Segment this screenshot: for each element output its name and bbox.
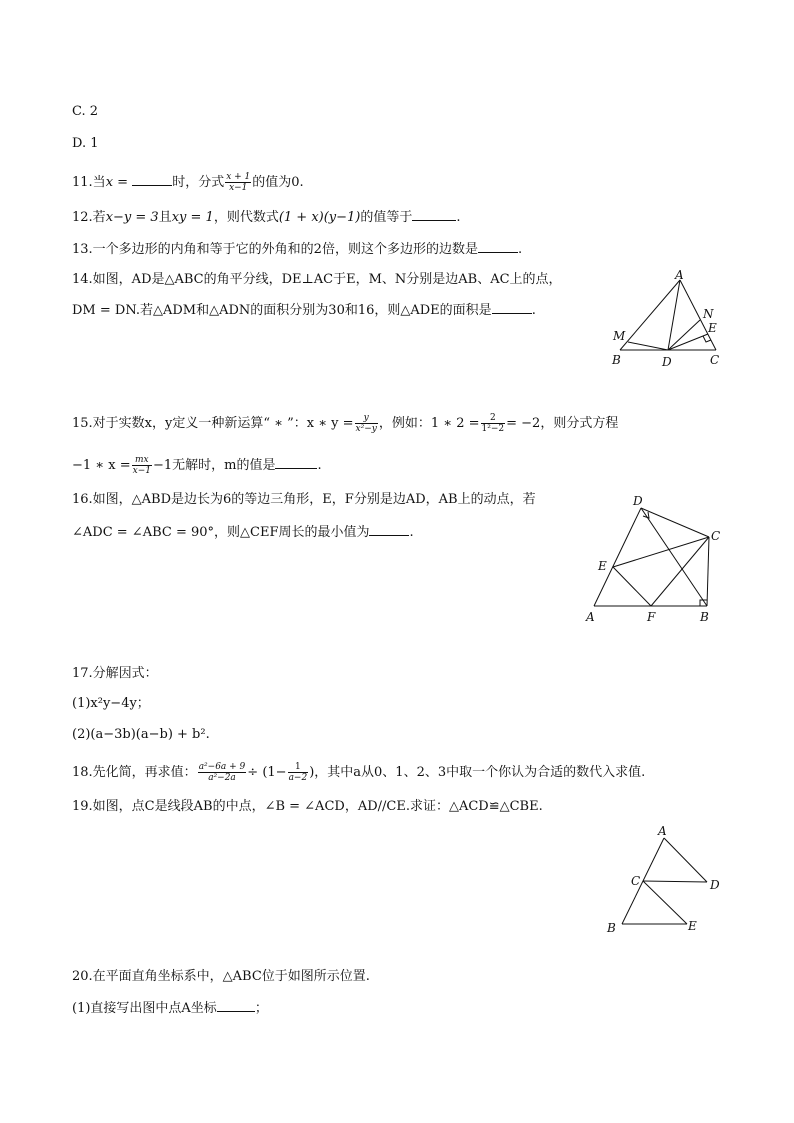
q18-numerator-1: a²−6a + 9	[198, 762, 246, 772]
q12-text-e: ，则代数式	[213, 210, 279, 225]
question-17-title: 17.分解因式：	[72, 666, 158, 681]
question-18	[72, 762, 645, 783]
option-d: D. 1	[72, 136, 99, 151]
q12-math-d: xy = 1	[171, 210, 214, 225]
q15-text-b: ，例如：1 ∗ 2 =	[378, 416, 480, 431]
q12-text-c: 且	[158, 210, 172, 225]
question-17-part-2: (2)(a−3b)(a−b) + b².	[72, 727, 210, 742]
question-14-line-1: 14.如图，AD是△ABC的角平分线，DE⊥AC于E，M、N分别是边AB、AC上的点，	[72, 272, 562, 287]
q19-label-d: D	[710, 878, 720, 892]
q11-text-a: 11.当	[72, 175, 106, 190]
q14-label-e: E	[708, 321, 717, 335]
q14-label-n: N	[703, 307, 714, 321]
q14-figure	[600, 268, 730, 373]
q16-edge-db	[641, 508, 707, 606]
q18-denominator-1: a²−2a	[208, 773, 236, 783]
question-15-line-1	[72, 413, 618, 434]
q16-text: ∠ADC = ∠ABC = 90°，则△CEF周长的最小值为	[72, 525, 370, 540]
q13-text: 13.一个多边形的内角和等于它的外角和的2倍，则这个多边形的边数是	[72, 242, 478, 257]
q16-end: .	[409, 525, 414, 540]
q16-label-b: B	[700, 610, 709, 624]
question-16-line-1: 16.如图，△ABD是边长为6的等边三角形，E，F分别是边AD，AB上的动点，若	[72, 492, 536, 507]
q14-edge-ab	[620, 280, 680, 350]
q11-numerator: x + 1	[226, 172, 251, 182]
q16-segment-ce	[613, 537, 709, 567]
q14-end: .	[531, 303, 536, 318]
question-12	[72, 208, 461, 227]
q19-segment-cd	[643, 881, 707, 882]
q19-label-e: E	[688, 919, 697, 933]
q16-label-d: D	[633, 494, 643, 508]
q15-fraction-3	[132, 455, 152, 476]
q14-label-a: A	[675, 268, 684, 282]
q14-label-d: D	[662, 355, 672, 369]
q15-denominator-3: x−1	[132, 466, 151, 476]
q15-text-c: = −2，则分式方程	[506, 416, 619, 431]
q19-label-b: B	[607, 921, 616, 935]
q11-answer-blank	[132, 173, 172, 186]
q19-figure	[600, 822, 730, 937]
q14-label-c: C	[710, 353, 720, 367]
question-16-line-2	[72, 523, 414, 542]
question-14-line-2	[72, 301, 536, 320]
q15-fraction-2	[481, 413, 506, 434]
q16-label-f: F	[647, 610, 656, 624]
q14-answer-blank	[492, 301, 532, 314]
q15-denominator-1: x²−y	[355, 424, 377, 434]
question-13	[72, 240, 522, 259]
question-15-line-2	[72, 455, 322, 476]
q15-answer-blank	[275, 456, 317, 469]
question-20-title: 20.在平面直角坐标系中，△ABC位于如图所示位置.	[72, 969, 370, 984]
q20-answer-blank	[217, 999, 255, 1012]
q16-segment-ef	[613, 567, 651, 606]
q16-edge-ad	[594, 508, 641, 606]
q18-numerator-2: 1	[288, 762, 309, 773]
q16-label-c: C	[711, 529, 721, 543]
q11-text-c: 时，分式	[172, 175, 225, 190]
q12-text-g: 的值等于	[360, 210, 413, 225]
q15-fraction-1	[355, 413, 378, 434]
q15-text-l2a: −1 ∗ x =	[72, 458, 131, 473]
q20-end: ；	[254, 1001, 268, 1016]
q18-denominator-2: a−2	[288, 773, 308, 783]
q12-math-b: x−y = 3	[105, 210, 159, 225]
q14-segment-ad	[668, 280, 680, 350]
q18-fraction-2	[288, 762, 309, 783]
question-17-part-1: (1)x²y−4y；	[72, 696, 150, 711]
q11-denominator: x−1	[229, 183, 248, 193]
q19-label-c: C	[631, 874, 641, 888]
q18-fraction-1	[198, 762, 247, 783]
q19-segment-ce	[643, 881, 687, 924]
q11-math: x =	[105, 175, 129, 190]
question-20-part-1	[72, 999, 268, 1018]
q19-segment-ad	[664, 838, 707, 882]
q14-label-m: M	[613, 329, 626, 343]
q16-edge-cb	[707, 537, 709, 606]
q18-text-b: ÷ (1−	[247, 765, 287, 780]
q15-text-l2b: −1无解时，m的值是	[152, 458, 276, 473]
q16-figure	[578, 490, 728, 630]
q14-text: DM = DN.若△ADM和△ADN的面积分别为30和16，则△ADE的面积是	[72, 303, 492, 318]
q14-segment-de	[668, 334, 708, 350]
q15-end: .	[317, 458, 322, 473]
q18-text-c: )，其中a从0、1、2、3中取一个你认为合适的数代入求值.	[309, 765, 646, 780]
q11-text-d: 的值为0.	[252, 175, 304, 190]
q12-text-a: 12.若	[72, 210, 106, 225]
q19-label-a: A	[658, 824, 667, 838]
q13-answer-blank	[478, 240, 518, 253]
q13-end: .	[517, 242, 523, 257]
q12-answer-blank	[412, 208, 456, 221]
q14-segment-dm	[628, 342, 668, 350]
q14-label-b: B	[612, 353, 621, 367]
q18-text-a: 18.先化简，再求值：	[72, 765, 197, 780]
q11-fraction	[225, 172, 251, 193]
q15-text-a: 15.对于实数x，y定义一种新运算“ ∗ ”：x ∗ y =	[72, 416, 354, 431]
q20-text: (1)直接写出图中点A坐标	[72, 1001, 217, 1016]
q15-numerator-1: y	[355, 413, 378, 424]
q15-numerator-2: 2	[481, 413, 506, 424]
q15-numerator-3: mx	[132, 455, 152, 466]
q15-denominator-2: 1²−2	[481, 424, 505, 434]
q16-answer-blank	[369, 523, 409, 536]
question-19: 19.如图，点C是线段AB的中点，∠B = ∠ACD，AD//CE.求证：△ACD≌△CBE.	[72, 799, 543, 814]
q16-label-a: A	[586, 610, 595, 624]
q12-text-h: .	[456, 210, 461, 225]
q16-label-e: E	[598, 559, 607, 573]
question-11	[72, 172, 304, 193]
q12-math-f: (1 + x)(y−1)	[278, 210, 361, 225]
option-c: C. 2	[72, 104, 99, 119]
